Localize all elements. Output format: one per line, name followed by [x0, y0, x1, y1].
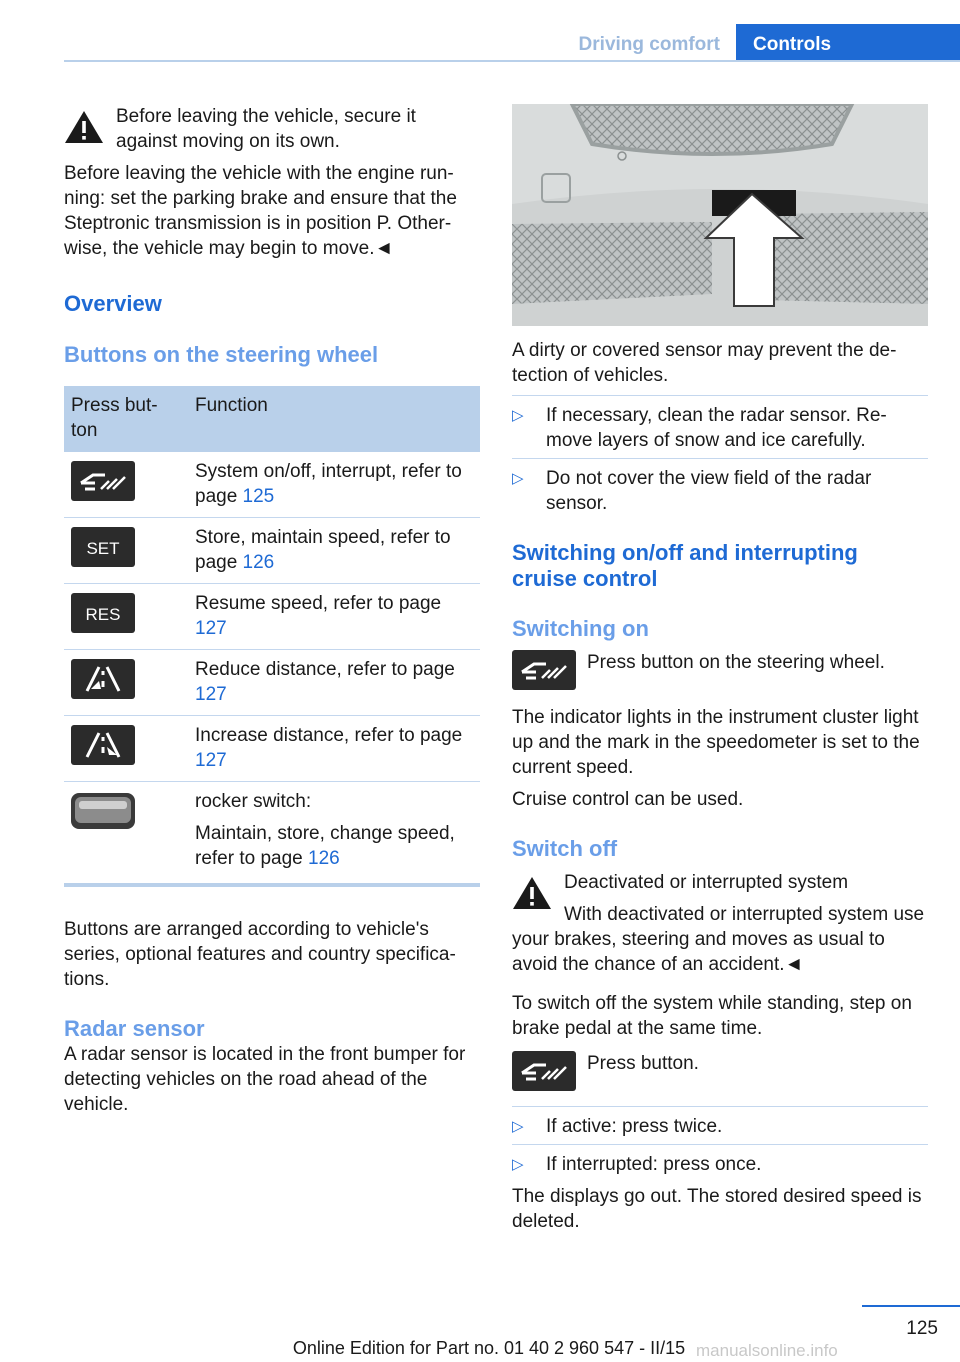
list-item: ▷ If interrupted: press once.	[512, 1152, 928, 1177]
press-button-text: Press button.	[587, 1053, 699, 1074]
page-link[interactable]: 127	[195, 750, 227, 771]
footer-edition: Online Edition for Part no. 01 40 2 960 547 - II/15	[292, 1338, 686, 1358]
reduce-distance-button-icon	[71, 659, 135, 699]
page-link[interactable]: 127	[195, 618, 227, 639]
set-button-label: SET	[86, 539, 120, 558]
bullet-separator	[512, 395, 928, 396]
footer-rule	[862, 1305, 960, 1307]
res-button-icon	[71, 593, 135, 633]
row-function-text: Maintain, store, change speed, refer to page	[195, 823, 455, 869]
header-section: Driving comfort	[578, 34, 720, 55]
table-row	[64, 584, 480, 650]
indicator-paragraph: The indicator lights in the instrument cluster light up and the mark in the speedometer is set to the current speed.	[512, 707, 920, 778]
rocker-switch-icon	[71, 791, 135, 831]
row-function-text: System on/off, interrupt, refer to page	[195, 461, 462, 507]
row-function-text: Increase distance, refer to page	[195, 725, 463, 746]
bullet-separator	[512, 458, 928, 459]
table-header-press-button: Press but‐ ton	[64, 386, 188, 452]
list-item: ▷ If necessary, clean the radar sensor. Re‐ move layers of snow and ice carefully.	[512, 403, 928, 453]
switch-off-heading: Switch off	[512, 836, 618, 861]
page-link[interactable]: 126	[242, 552, 275, 573]
overview-heading: Overview	[64, 291, 162, 316]
page-number: 125	[906, 1318, 938, 1339]
cruise-onoff-button-icon	[71, 461, 135, 501]
rocker-title: rocker switch:	[195, 791, 312, 812]
header-chapter-tab[interactable]: Controls	[736, 24, 960, 62]
press-button-row	[512, 1051, 928, 1099]
bullet-separator	[512, 1106, 928, 1107]
standing-paragraph: To switch off the system while standing, step on brake pedal at the same time.	[512, 993, 912, 1039]
list-item: ▷ If active: press twice.	[512, 1114, 928, 1139]
table-header-row	[64, 386, 480, 452]
arrangement-paragraph: Buttons are arranged according to vehicle's series, optional features and country specifica‐ tions.	[64, 919, 456, 990]
set-button-icon	[71, 527, 135, 567]
radar-sensor-photo	[512, 104, 928, 326]
can-use-paragraph: Cruise control can be used.	[512, 789, 744, 810]
res-button-label: RES	[85, 605, 121, 624]
press-wheel-text: Press button on the steering wheel.	[587, 652, 885, 673]
table-row	[64, 650, 480, 716]
warning-triangle-icon	[512, 876, 552, 910]
buttons-heading: Buttons on the steering wheel	[64, 342, 379, 367]
radar-paragraph: A radar sensor is located in the front bumper for detecting vehicles on the road ahead of the vehicle.	[64, 1044, 466, 1115]
cruise-onoff-button-icon	[512, 1051, 576, 1091]
page-link[interactable]: 125	[242, 486, 275, 507]
displays-paragraph: The displays go out. The stored desired speed is deleted.	[512, 1186, 922, 1232]
table-row	[64, 782, 480, 886]
right-column	[512, 104, 928, 1241]
engine-running-paragraph: Before leaving the vehicle with the engine run‐ ning: set the parking brake and ensure that the Steptronic transmission is in position P. Other‐ wise, the vehicle may begin to move.◄	[64, 163, 457, 259]
left-column	[64, 104, 480, 1124]
table-row	[64, 716, 480, 782]
increase-distance-button-icon	[71, 725, 135, 765]
switch-off-warning-title-row	[512, 870, 928, 895]
warning-block	[64, 104, 480, 154]
table-row	[64, 518, 480, 584]
cruise-onoff-button-icon	[512, 650, 576, 690]
page-link[interactable]: 127	[195, 684, 227, 705]
watermark: manualsonline.info	[696, 1341, 838, 1360]
switching-heading: Switching on/off and interrupting cruise control	[512, 540, 858, 591]
table-header-function: Function	[188, 386, 480, 452]
radar-heading: Radar sensor	[64, 1016, 205, 1041]
row-function-text: Resume speed, refer to page	[195, 593, 442, 614]
row-function-text: Reduce distance, refer to page	[195, 659, 455, 680]
page-link[interactable]: 126	[308, 848, 340, 869]
table-row	[64, 452, 480, 518]
row-function-text: Store, maintain speed, refer to page	[195, 527, 451, 573]
list-item: ▷ Do not cover the view field of the radar sensor.	[512, 466, 928, 516]
photo-caption: A dirty or covered sensor may prevent the de‐ tection of vehicles.	[512, 340, 897, 386]
switching-on-heading: Switching on	[512, 616, 649, 641]
warning-title: Deactivated or interrupted system	[564, 872, 849, 893]
press-wheel-row	[512, 650, 928, 698]
buttons-table	[64, 386, 480, 887]
warning-text: Before leaving the vehicle, secure it against moving on its own.	[116, 106, 416, 152]
bullet-separator	[512, 1144, 928, 1145]
header-rule	[64, 60, 960, 62]
warning-text: With deactivated or interrupted system use your brakes, steering and moves as usual to avoid the chance of an accident.◄	[512, 904, 925, 975]
warning-triangle-icon	[64, 110, 104, 144]
